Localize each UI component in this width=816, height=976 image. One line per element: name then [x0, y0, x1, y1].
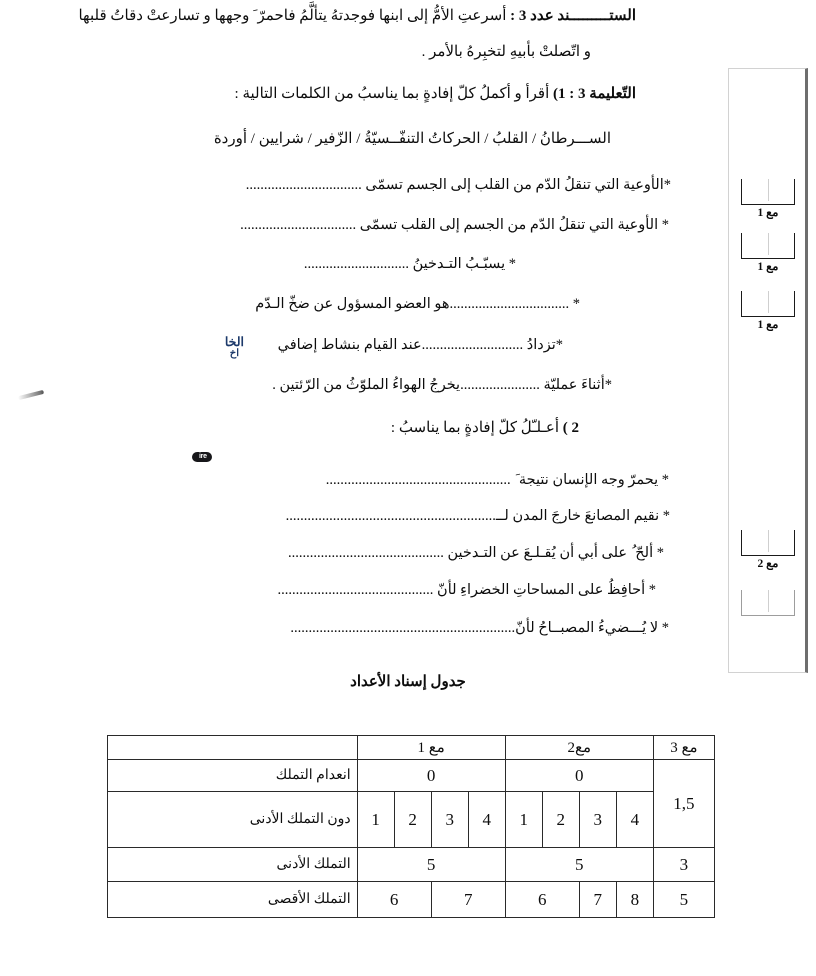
m1-max-7: 7 — [431, 882, 505, 918]
row-label-3: التملك الأدنى — [108, 848, 358, 882]
mark-box[interactable] — [741, 590, 795, 616]
m1-cell-3: 3 — [431, 792, 468, 848]
part2-item-5: * لا يُـــضيءُ المصبــاحُ لأنّ.............................................................. — [290, 620, 669, 636]
instruction-label: التّعليمة 3 : — [569, 86, 636, 102]
row-label-1: انعدام التملك — [108, 760, 358, 792]
table-header-row — [108, 736, 715, 760]
scan-badge-text: ire — [199, 453, 207, 460]
m2-max-7: 7 — [579, 882, 616, 918]
table-row — [108, 882, 715, 918]
part2-item-2: * نقيم المصانعَ خارجَ المدن لــ.......................................................... — [285, 508, 670, 524]
mark-box-tick — [768, 233, 769, 255]
blue-annotation-line1: الخا — [224, 335, 244, 349]
m2-cell-2: 2 — [542, 792, 579, 848]
m2-max-8: 8 — [616, 882, 653, 918]
m1-max-6: 6 — [357, 882, 431, 918]
m3-value-row1: 1,5 — [653, 760, 714, 848]
m2-value-row3: 5 — [505, 848, 653, 882]
header-m1: مع 1 — [357, 736, 505, 760]
instruction-part2 — [391, 418, 579, 437]
m2-cell-1: 1 — [505, 792, 542, 848]
part2-item-4: * أحافِظُ على المساحاتِ الخضراءِ لأنّ ........................................... — [277, 582, 656, 598]
mark-box[interactable] — [741, 233, 795, 259]
mark-box[interactable] — [741, 291, 795, 317]
mark-label: مع 2 — [757, 558, 779, 570]
m1-cell-4: 4 — [468, 792, 505, 848]
marks-margin-column — [728, 68, 808, 673]
mark-box-tick — [768, 291, 769, 313]
m1-value-row1: 0 — [357, 760, 505, 792]
header-criterion — [108, 736, 358, 760]
part1-item-1: *الأوعية التي تنقلُ الدّم من القلب إلى الجسم تسمّى ................................ — [245, 177, 671, 193]
table-row — [108, 792, 715, 848]
blue-annotation-line2: اخ — [229, 348, 240, 360]
scoring-table-title: جدول إسناد الأعداد — [350, 674, 466, 690]
m2-value-row1: 0 — [505, 760, 653, 792]
blue-annotation — [225, 336, 244, 360]
scan-smudge-artifact — [18, 390, 44, 400]
source-body-line1: أسرعتِ الأمُّ إلى ابنها فوجدتهُ يتألَّمُ فاحمرّ َ وجهها و تسارعتْ دقاتُ قلبها — [78, 8, 507, 24]
table-row — [108, 760, 715, 792]
word-bank: الســـرطانُ / القلبُ / الحركاتُ التنفّــسيّةُ / الزّفير / شرايين / أوردة — [213, 131, 611, 147]
mark-box-tick — [768, 530, 769, 552]
m2-cell-4: 4 — [616, 792, 653, 848]
mark-box[interactable] — [741, 530, 795, 556]
instruction-part1-text: أقرأ و أكملُ كلّ إفادةٍ بما يناسبُ من الكلمات التالية : — [234, 86, 550, 102]
source-title-label: الستـــــــــند عدد 3 : — [510, 8, 636, 24]
row-label-4: التملك الأقصى — [108, 882, 358, 918]
header-m2: مع2 — [505, 736, 653, 760]
source-title — [78, 6, 636, 25]
mark-label: مع 1 — [757, 261, 779, 273]
mark-box[interactable] — [741, 179, 795, 205]
m1-value-row3: 5 — [357, 848, 505, 882]
part1-item-2: * الأوعية التي تنقلُ الدّم من الجسم إلى القلب تسمّى ................................ — [240, 217, 669, 233]
part2-item-1: * يحمرّ وجه الإنسان نتيجة َ ................................................... — [325, 472, 669, 488]
m3-value-row3: 3 — [653, 848, 714, 882]
m2-max-6: 6 — [505, 882, 579, 918]
m2-cell-3: 3 — [579, 792, 616, 848]
table-row — [108, 848, 715, 882]
mark-label: مع 1 — [757, 207, 779, 219]
row-label-2: دون التملك الأدنى — [108, 792, 358, 848]
m3-value-row4: 5 — [653, 882, 714, 918]
scoring-table — [107, 735, 715, 918]
mark-box-tick — [768, 590, 769, 612]
part1-item-4: * .................................هو العضو المسؤول عن ضخّ الـدّم — [255, 296, 580, 312]
part1-item-3: * يسبّـبُ التـدخينُ ............................. — [303, 256, 516, 272]
instruction-heading — [235, 84, 636, 103]
instruction-part1-number: 1) — [553, 86, 566, 102]
mark-label: مع 1 — [757, 319, 779, 331]
source-body-line2: و اتّصلتْ بأبيهِ لتخبِرهُ بالأمر . — [421, 44, 591, 60]
m1-cell-1: 1 — [357, 792, 394, 848]
m1-cell-2: 2 — [394, 792, 431, 848]
part2-item-3: * ألحّ ُ على أبي أن يُقـلـعَ عن التـدخين ........................................... — [287, 545, 664, 561]
part1-item-6: *أثناءَ عمليّة ......................يخرجُ الهواءُ الملوّثُ من الرّئتين . — [272, 377, 612, 393]
scan-badge-artifact — [192, 452, 212, 462]
part1-item-5: *تزدادُ ............................عند القيام بنشاط إضافي — [277, 337, 563, 353]
mark-box-tick — [768, 179, 769, 201]
instruction-part2-text: أعـلـّلُ كلّ إفادةٍ بما يناسبُ : — [390, 420, 559, 436]
instruction-part2-number: 2 ) — [562, 420, 579, 436]
header-m3: مع 3 — [653, 736, 714, 760]
